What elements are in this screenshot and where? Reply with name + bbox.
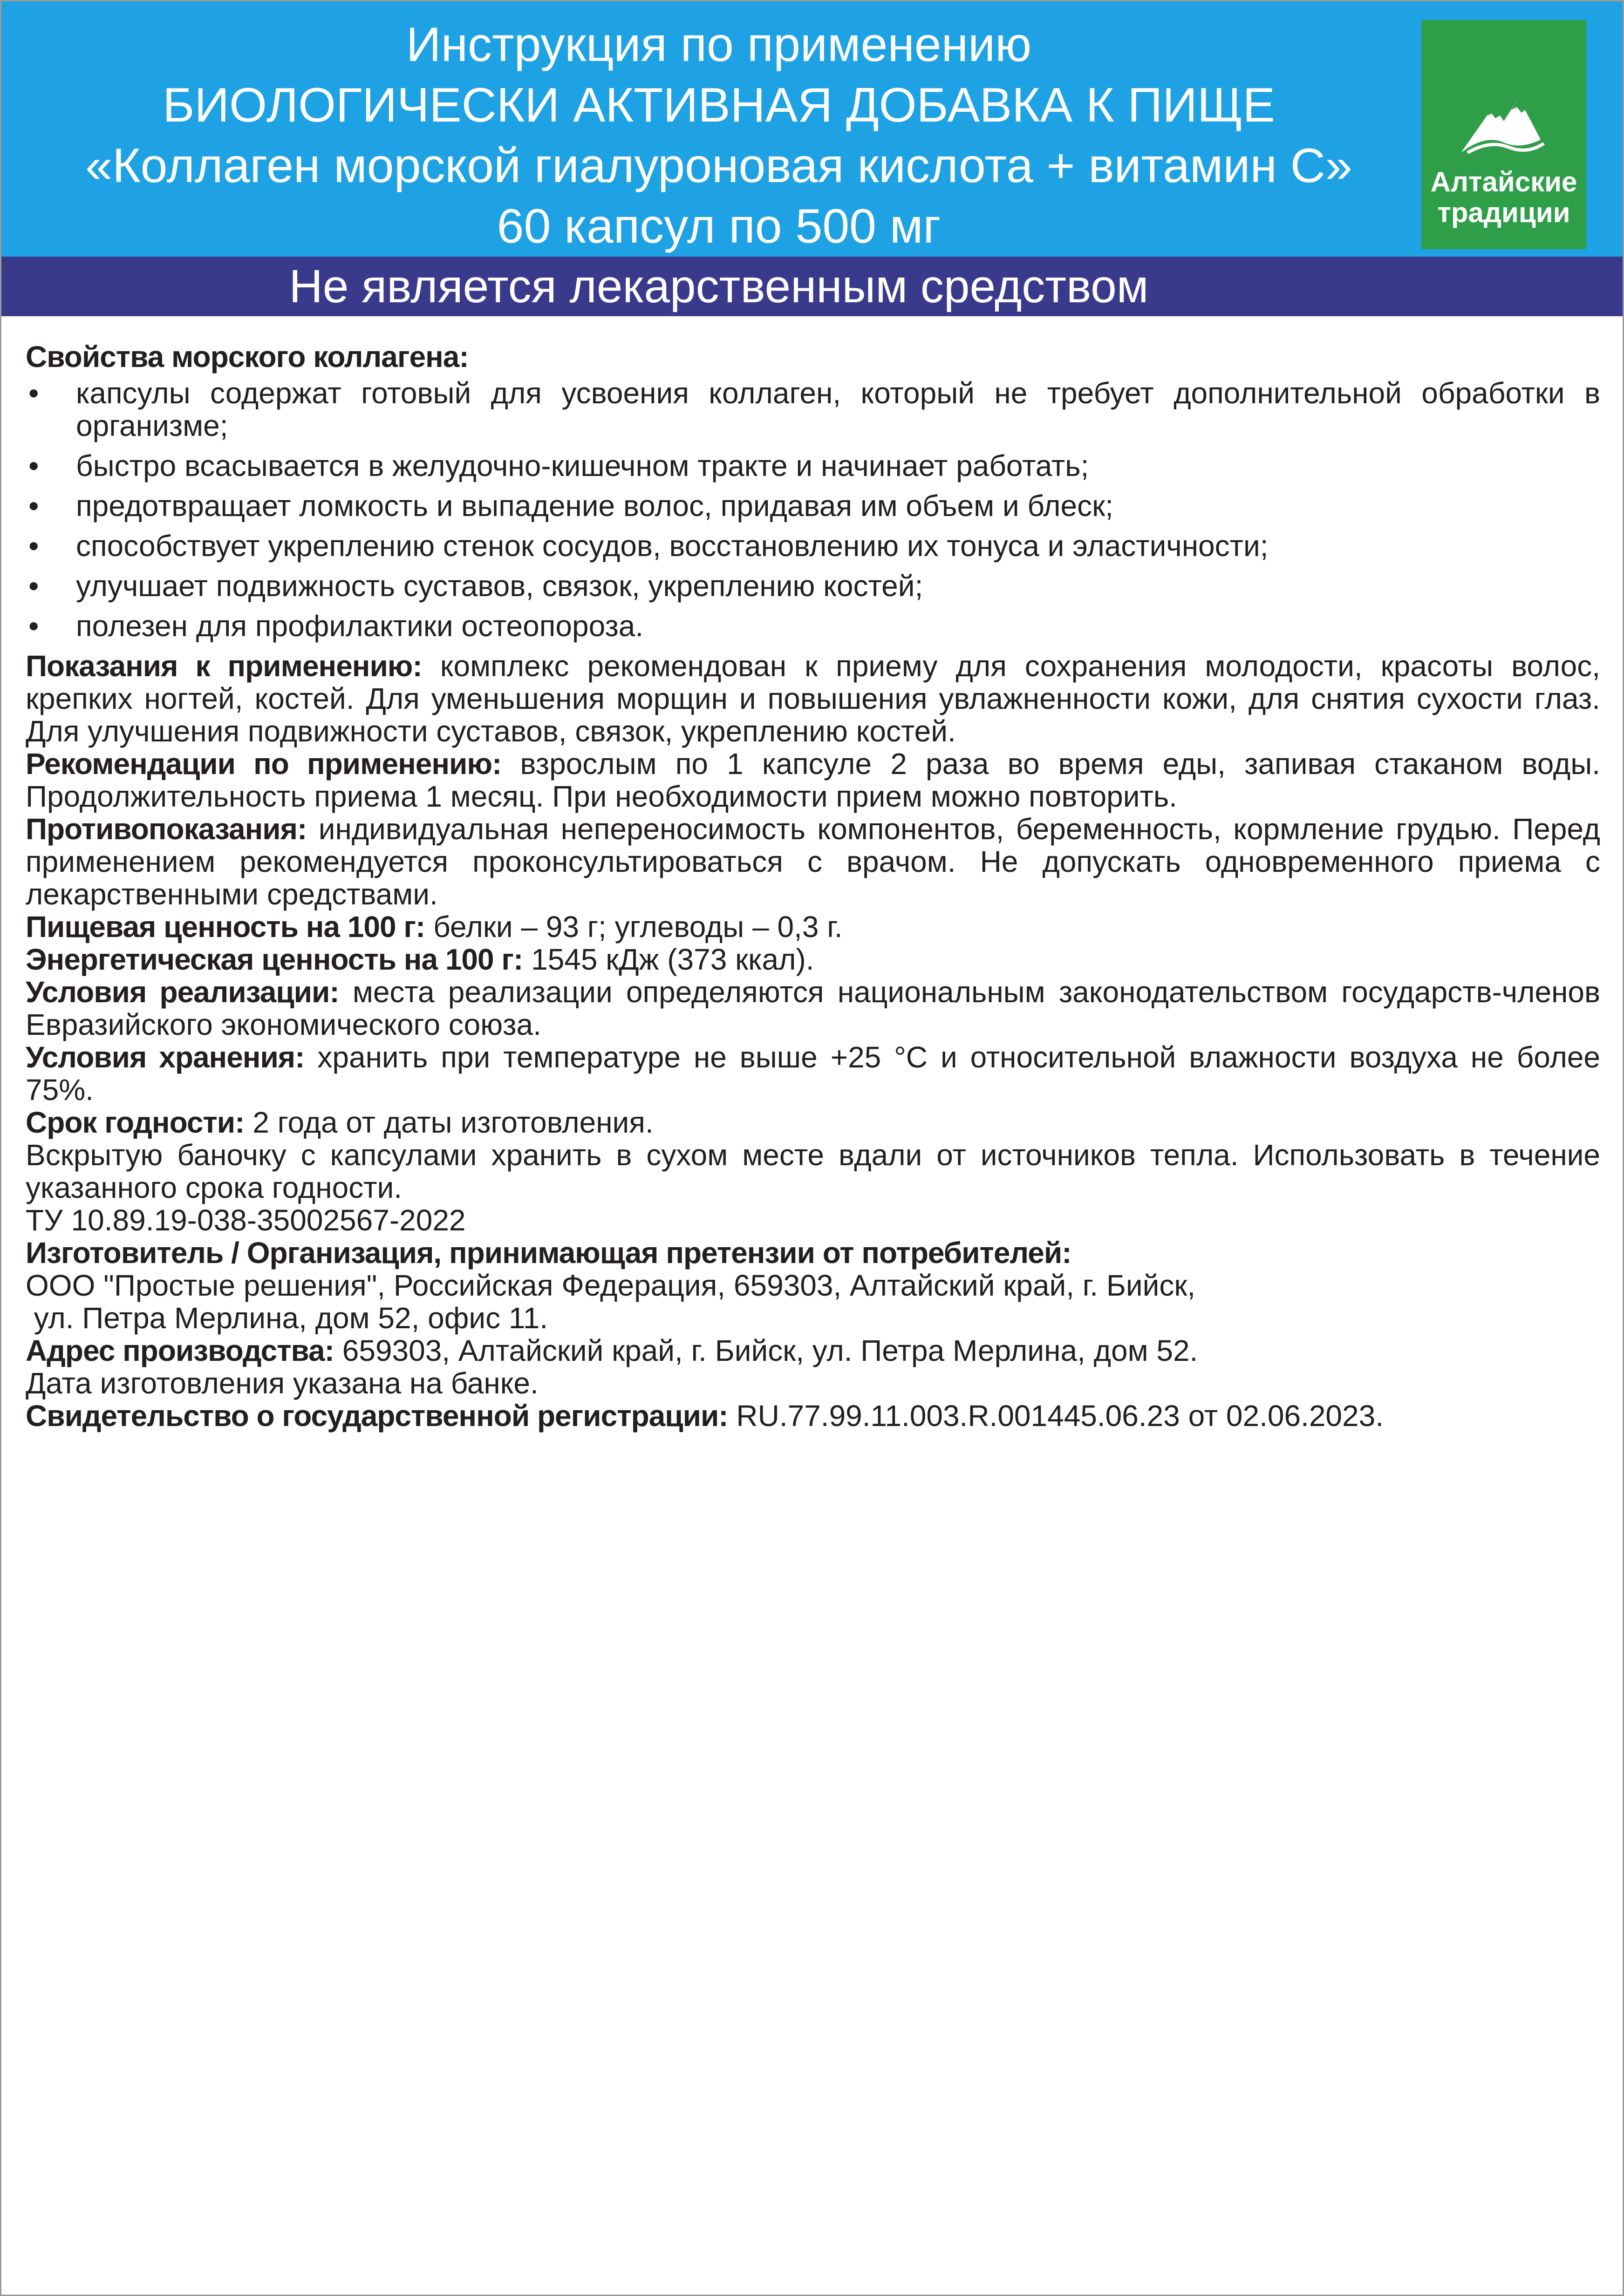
bullet-glyph: •	[28, 376, 39, 410]
manufacturer-address-line-2: ул. Петра Мерлина, дом 52, офис 11.	[26, 1301, 548, 1335]
energy-text: 1545 кДж (373 ккал).	[523, 943, 814, 976]
manufacturer-address-line-1: ООО "Простые решения", Российская Федерация, 659303, Алтайский край, г. Бийск,	[26, 1269, 1196, 1302]
bullet-glyph: •	[28, 449, 39, 482]
not-medicine-notice: Не является лекарственным средством	[289, 260, 1149, 312]
shelf-life-note: Вскрытую баночку с капсулами хранить в сухом месте вдали от источников тепла. Использовать в течение указанного срока годности.	[26, 1138, 1600, 1204]
nutrition-section	[26, 910, 1600, 943]
list-item	[26, 377, 1600, 442]
production-date-note: Дата изготовления указана на банке.	[26, 1366, 539, 1400]
properties-list	[26, 377, 1600, 642]
manufacturer-label: Изготовитель / Организация, принимающая претензии от потребителей:	[26, 1236, 1071, 1270]
shelf-life-label: Срок годности:	[26, 1106, 245, 1139]
contraindications-text: индивидуальная непереносимость компонентов, беременность, кормление грудью. Перед применением рекомендуется проконсультироваться с врачом. Не допускать одновременного приема с лекарственными средствами.	[26, 812, 1600, 911]
contraindications-label: Противопоказания:	[26, 812, 307, 846]
title-line-2: БИОЛОГИЧЕСКИ АКТИВНАЯ ДОБАВКА К ПИЩЕ	[163, 78, 1275, 132]
storage-section	[26, 1041, 1600, 1106]
energy-label: Энергетическая ценность на 100 г:	[26, 943, 523, 976]
recommendations-label: Рекомендации по применению:	[26, 747, 502, 781]
product-title	[62, 14, 1376, 257]
title-line-3: «Коллаген морской гиалуроновая кислота + витамин С»	[85, 139, 1352, 193]
production-text: 659303, Алтайский край, г. Бийск, ул. Петра Мерлина, дом 52.	[334, 1334, 1198, 1367]
certificate-label: Свидетельство о государственной регистрации:	[26, 1399, 728, 1433]
title-line-4: 60 капсул по 500 мг	[497, 199, 941, 253]
sale-conditions-label: Условия реализации:	[26, 975, 339, 1009]
nutrition-text: белки – 93 г; углеводы – 0,3 г.	[425, 910, 843, 944]
nutrition-label: Пищевая ценность на 100 г:	[26, 910, 425, 944]
instruction-body	[26, 340, 1600, 1432]
list-item-text: способствует укреплению стенок сосудов, восстановлению их тонуса и эластичности;	[76, 529, 1269, 563]
registration-certificate	[26, 1399, 1600, 1432]
bullet-glyph: •	[28, 529, 39, 563]
list-item-text: предотвращает ломкость и выпадение волос, придавая им объем и блеск;	[76, 489, 1113, 523]
storage-text: хранить при температуре не выше +25 °С и относительной влажности воздуха не более 75%.	[26, 1040, 1601, 1107]
contraindications-section	[26, 813, 1600, 910]
certificate-text: RU.77.99.11.003.R.001445.06.23 от 02.06.2023.	[728, 1399, 1384, 1433]
logo-line-2: традиции	[1437, 197, 1570, 228]
energy-line	[26, 943, 1600, 976]
bullet-glyph: •	[28, 569, 39, 603]
bullet-glyph: •	[28, 489, 39, 523]
shelf-life-text: 2 года от даты изготовления.	[244, 1106, 654, 1139]
bullet-glyph: •	[28, 609, 39, 643]
list-item	[26, 489, 1600, 522]
mountain-icon	[1457, 88, 1550, 157]
properties-heading: Свойства морского коллагена:	[26, 340, 469, 374]
storage-label: Условия хранения:	[26, 1040, 305, 1074]
recommendations-text: взрослым по 1 капсуле 2 раза во время еды, запивая стаканом воды. Продолжительность приема 1 месяц. При необходимости прием можно повторить.	[26, 747, 1601, 813]
title-line-1: Инструкция по применению	[406, 18, 1032, 72]
list-item	[26, 530, 1600, 562]
list-item-text: улучшает подвижность суставов, связок, укреплению костей;	[76, 569, 923, 603]
logo-line-1: Алтайские	[1430, 166, 1577, 197]
list-item-text: капсулы содержат готовый для усвоения коллаген, который не требует дополнительной обработки в организме;	[76, 376, 1600, 442]
indications-text: комплекс рекомендован к приему для сохранения молодости, красоты волос, крепких ногтей, костей. Для уменьшения морщин и повышения увлажненности кожи, для снятия сухости глаз. Для улучшения подвижности суставов, связок, укреплению костей.	[26, 649, 1601, 748]
indications-label: Показания к применению:	[26, 649, 422, 683]
production-address	[26, 1334, 1600, 1367]
list-item	[26, 570, 1600, 602]
shelf-life-section	[26, 1106, 1600, 1139]
indications-section	[26, 650, 1600, 747]
recommendations-section	[26, 747, 1600, 813]
list-item-text: полезен для профилактики остеопороза.	[76, 609, 644, 643]
sale-conditions-text: места реализации определяются национальным законодательством государств-членов Евразийского экономического союза.	[26, 975, 1601, 1041]
tu-number: ТУ 10.89.19-038-35002567-2022	[26, 1203, 466, 1237]
list-item-text: быстро всасывается в желудочно-кишечном тракте и начинает работать;	[76, 449, 1089, 482]
sale-conditions-section	[26, 976, 1600, 1041]
list-item	[26, 449, 1600, 482]
brand-logo	[1421, 20, 1586, 249]
list-item	[26, 610, 1600, 642]
production-label: Адрес производства:	[26, 1334, 334, 1367]
